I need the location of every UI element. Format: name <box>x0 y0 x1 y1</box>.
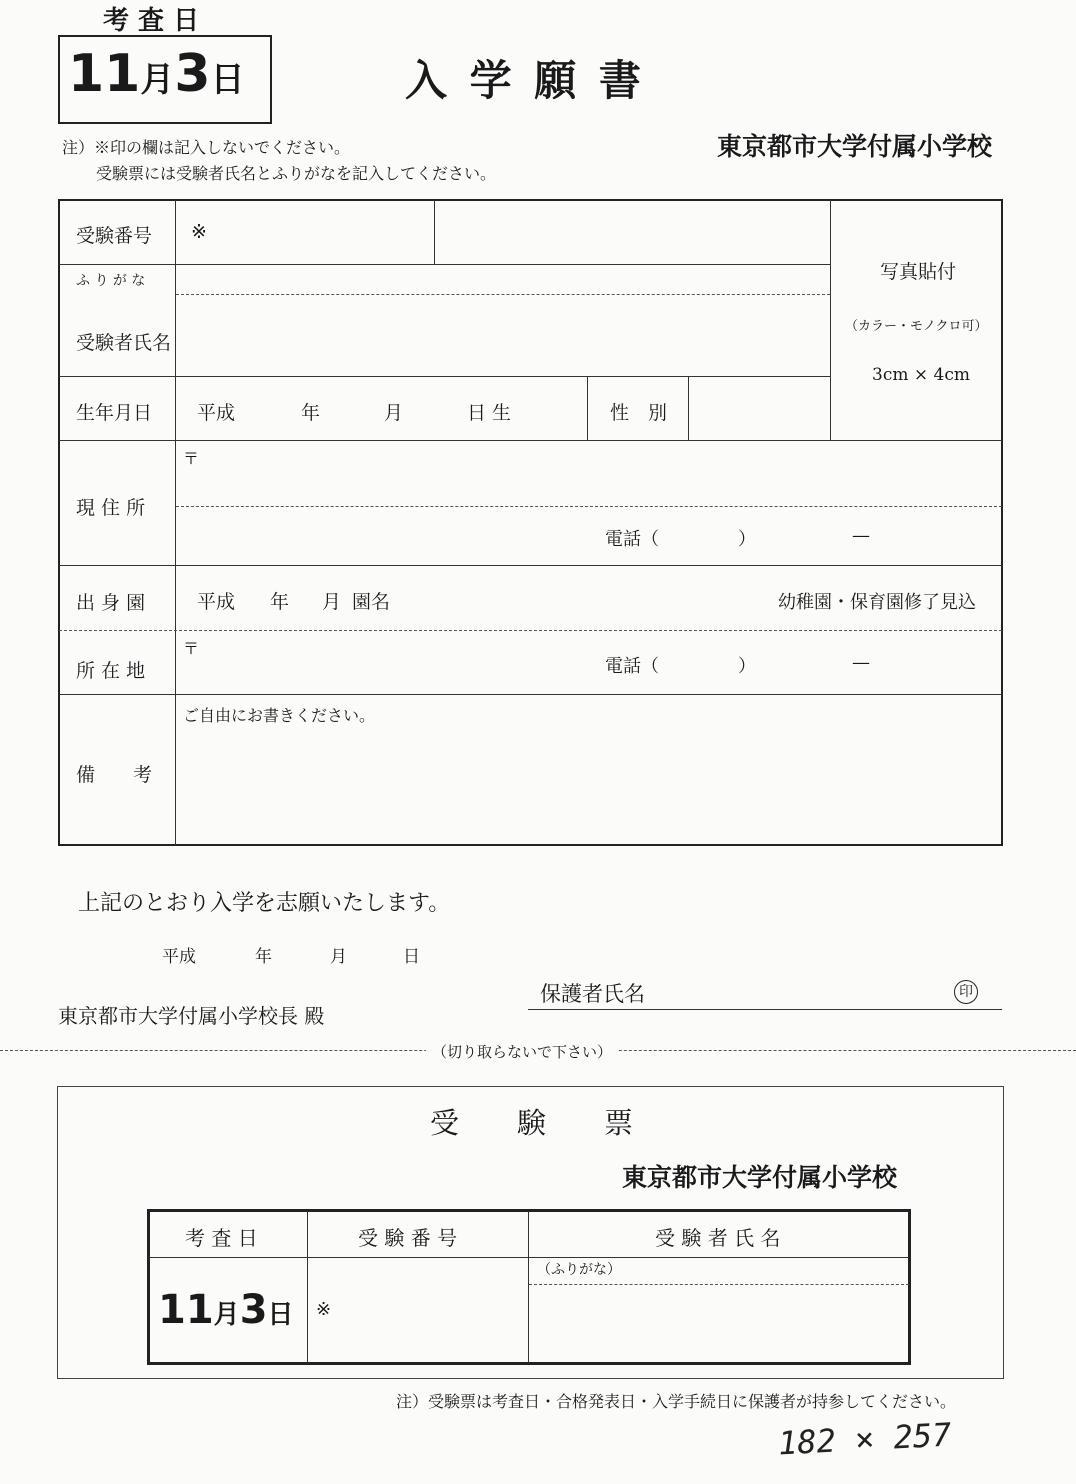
exam-number-label: 受験番号 <box>76 225 153 247</box>
ticket-date-month-unit: 月 <box>213 1300 240 1330</box>
exam-number-mark: ※ <box>191 221 207 243</box>
kinder-month: 月 <box>322 591 342 613</box>
kinder-name: 園名 <box>352 591 391 613</box>
date-month: 月 <box>330 947 347 967</box>
school-name: 東京都市大学付属小学校 <box>717 132 993 161</box>
ticket-name-field[interactable] <box>530 1287 908 1361</box>
furigana-label: ふ り が な <box>76 273 146 289</box>
birth-label: 生年月日 <box>76 402 153 424</box>
ticket-date-day: 3 <box>239 1287 268 1333</box>
kinder-suffix: 幼稚園・保育園修了見込 <box>778 592 976 613</box>
ticket-col-exam-day: 考 査 日 <box>185 1226 258 1250</box>
remarks-hint: ご自由にお書きください。 <box>183 706 376 725</box>
page-title: 入 学 願 書 <box>405 56 645 105</box>
postal-mark: 〒 <box>183 449 200 468</box>
kinder-year: 年 <box>270 591 290 613</box>
date-era: 平成 <box>162 947 196 967</box>
birth-era: 平成 <box>197 402 236 424</box>
statement: 上記のとおり入学を志願いたします。 <box>78 891 451 916</box>
birth-day: 日 生 <box>467 402 512 424</box>
birth-month: 月 <box>384 402 404 424</box>
remarks-label: 備 考 <box>76 764 153 786</box>
address-field[interactable] <box>177 442 1001 505</box>
ticket-number-mark: ※ <box>316 1299 332 1320</box>
phone-dash: — <box>852 525 870 546</box>
ticket-title: 受 験 票 <box>430 1106 634 1140</box>
exam-day-day-unit: 日 <box>210 60 245 100</box>
location-dash: — <box>852 652 870 673</box>
ticket-col-exam-number: 受 験 番 号 <box>358 1226 458 1250</box>
date-year: 年 <box>255 947 272 967</box>
kinder-era: 平成 <box>197 591 236 613</box>
exam-number-field[interactable] <box>435 201 829 263</box>
ticket-date-day-unit: 日 <box>267 1300 294 1330</box>
photo-label: 写真貼付 <box>880 261 957 283</box>
note-line-2: 受験票には受験者氏名とふりがなを記入してください。 <box>96 164 497 183</box>
exam-day-month-unit: 月 <box>140 60 175 100</box>
location-label: 所 在 地 <box>76 660 146 682</box>
location-postal: 〒 <box>183 639 200 658</box>
ticket-col-name: 受 験 者 氏 名 <box>655 1226 781 1250</box>
exam-day-date <box>68 44 245 104</box>
seal: 印 <box>954 980 978 1004</box>
photo-note: （カラー・モノクロ可） <box>845 319 988 334</box>
guardian-signature-field[interactable] <box>660 975 950 1007</box>
note-line-1: 注）※印の欄は記入しないでください。 <box>62 138 351 157</box>
handwritten-size: 182 × 257 <box>777 1415 953 1463</box>
furigana-field[interactable] <box>177 266 829 293</box>
guardian-signature-line <box>528 1009 1002 1010</box>
phone-close: ） <box>738 529 756 550</box>
addressee: 東京都市大学付属小学校長 殿 <box>58 1004 325 1028</box>
cut-line-text: （切り取らないで下さい） <box>426 1041 618 1062</box>
name-label: 受験者氏名 <box>76 332 172 354</box>
ticket-school-name: 東京都市大学付属小学校 <box>622 1163 898 1192</box>
photo-size: 3cm × 4cm <box>872 365 970 385</box>
gender-label: 性 別 <box>610 402 668 424</box>
address-label: 現 住 所 <box>76 497 146 519</box>
ticket-furigana-field[interactable] <box>620 1259 908 1283</box>
exam-day-day: 3 <box>174 44 211 104</box>
exam-day-label: 考 査 日 <box>103 6 200 36</box>
ticket-furigana: （ふりがな） <box>537 1262 621 1278</box>
date-day: 日 <box>403 947 420 967</box>
birth-year: 年 <box>301 402 321 424</box>
remarks-field[interactable] <box>177 725 1001 843</box>
location-phone-close: ） <box>738 656 756 677</box>
ticket-footer-note: 注）受験票は考査日・合格発表日・入学手続日に保護者が持参してください。 <box>396 1392 957 1411</box>
gender-field[interactable] <box>689 377 829 439</box>
location-phone: 電話（ <box>605 656 659 677</box>
ticket-date <box>158 1287 294 1333</box>
kinder-label: 出 身 園 <box>76 592 146 614</box>
ticket-date-month: 11 <box>158 1287 214 1333</box>
exam-day-month: 11 <box>68 44 141 104</box>
phone-label: 電話（ <box>605 529 659 550</box>
guardian-label: 保護者氏名 <box>540 982 645 1006</box>
name-field[interactable] <box>177 296 829 375</box>
